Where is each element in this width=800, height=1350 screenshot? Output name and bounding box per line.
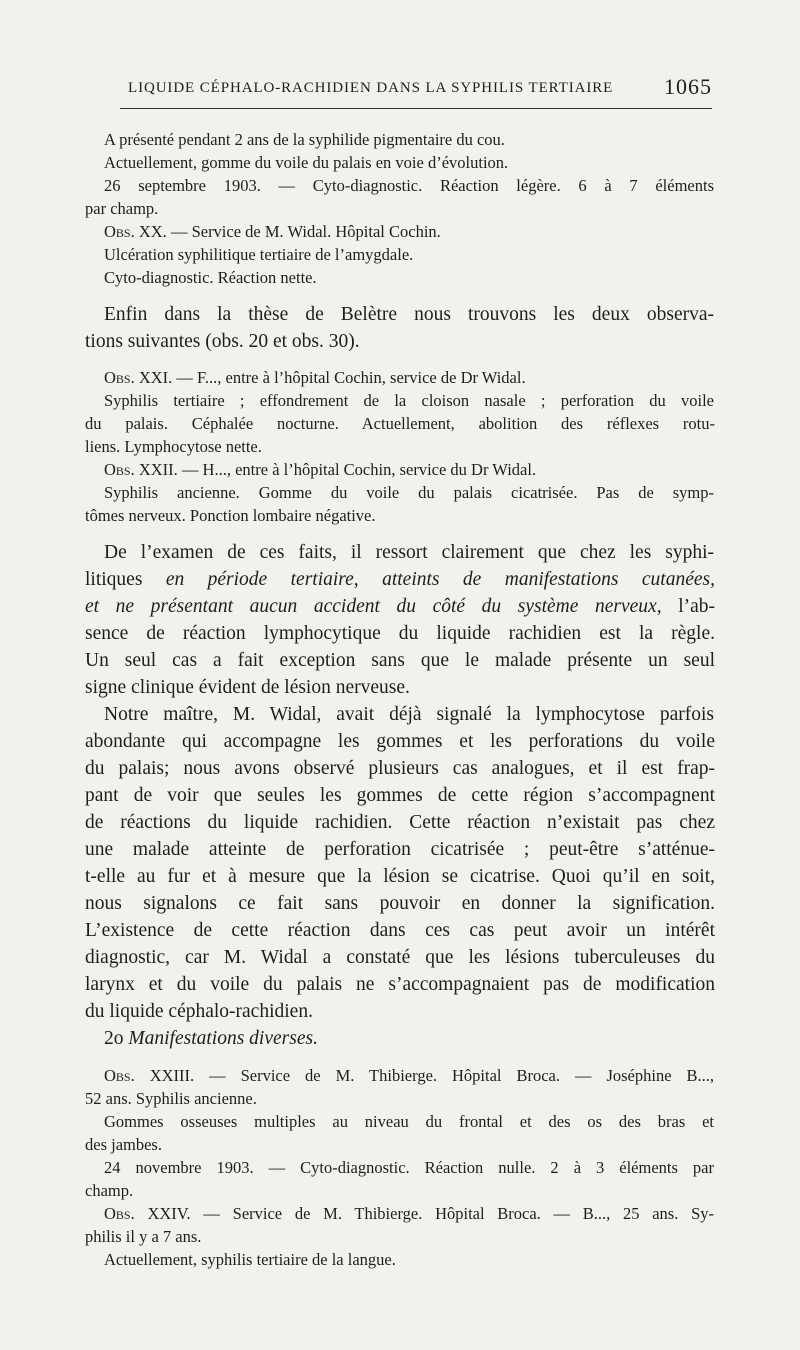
text-run: Obs. XXIII.	[104, 1066, 195, 1085]
text-run: signe clinique évident de lésion nerveuse.	[85, 677, 410, 698]
text-run: par champ.	[85, 199, 159, 218]
text-run: Obs. XXII.	[104, 460, 178, 479]
text-run: Syphilis ancienne. Gomme du voile du palais cicatrisée. Pas de symp-	[104, 483, 714, 502]
text-line	[85, 506, 715, 526]
text-run: du palais. Céphalée nocturne. Actuellement, abolition des réflexes rotu-	[85, 414, 715, 433]
text-line	[104, 1250, 714, 1270]
page-number: 1065	[664, 74, 712, 99]
text-line	[85, 596, 715, 618]
text-run: une malade atteinte de perforation cicatrisée ; peut-être s’atténue-	[85, 839, 715, 860]
text-run: tions suivantes (obs. 20 et obs. 30).	[85, 331, 360, 352]
text-line	[104, 268, 714, 288]
text-line	[85, 650, 715, 672]
text-run: sence de réaction lymphocytique du liquide rachidien est la règle.	[85, 623, 715, 644]
text-line	[85, 569, 715, 591]
text-line	[104, 1158, 714, 1178]
text-line	[85, 893, 715, 915]
text-run: 24 novembre 1903. — Cyto-diagnostic. Réaction nulle. 2 à 3 éléments par	[104, 1158, 714, 1177]
text-line	[85, 1135, 715, 1155]
text-line	[104, 153, 714, 173]
text-line	[104, 483, 714, 503]
text-line	[85, 947, 715, 969]
text-line	[104, 222, 714, 242]
text-run: litiques	[85, 569, 166, 590]
text-line	[104, 304, 714, 326]
running-title: LIQUIDE CÉPHALO-RACHIDIEN DANS LA SYPHILIS TERTIAIRE	[128, 80, 614, 96]
text-line	[85, 1001, 715, 1023]
text-line	[104, 704, 714, 726]
text-run: Enfin dans la thèse de Belètre nous trouvons les deux observa-	[104, 304, 714, 325]
text-line	[104, 542, 714, 564]
text-line	[85, 839, 715, 861]
text-run: du liquide céphalo-rachidien.	[85, 1001, 313, 1022]
text-run: Obs. XX.	[104, 222, 167, 241]
text-run: larynx et du voile du palais ne s’accompagnaient pas de modification	[85, 974, 715, 995]
text-run: L’existence de cette réaction dans ces cas peut avoir un intérêt	[85, 920, 715, 941]
text-line	[85, 758, 715, 780]
text-line	[85, 677, 715, 699]
text-run: champ.	[85, 1181, 134, 1200]
text-run: Cyto-diagnostic. Réaction nette.	[104, 268, 317, 287]
text-line	[85, 331, 715, 353]
text-run: Notre maître, M. Widal, avait déjà signalé la lymphocytose parfois	[104, 704, 714, 725]
text-run: nous signalons ce fait sans pouvoir en donner la signification.	[85, 893, 715, 914]
text-run: Obs. XXIV.	[104, 1204, 191, 1223]
text-run: de réactions du liquide rachidien. Cette réaction n’existait pas chez	[85, 812, 715, 833]
text-line	[104, 460, 714, 480]
text-run: du palais; nous avons observé plusieurs cas analogues, et il est frap-	[85, 758, 715, 779]
text-line	[85, 1181, 715, 1201]
text-run: 26 septembre 1903. — Cyto-diagnostic. Réaction légère. 6 à 7 éléments	[104, 176, 714, 195]
text-run: 52 ans. Syphilis ancienne.	[85, 1089, 257, 1108]
text-line	[104, 1112, 714, 1132]
text-run: des jambes.	[85, 1135, 162, 1154]
text-run: Actuellement, syphilis tertiaire de la langue.	[104, 1250, 396, 1269]
text-run: en période tertiaire, atteints de manifestations cutanées,	[165, 569, 715, 590]
text-line	[85, 866, 715, 888]
text-line	[85, 199, 715, 219]
text-run: Manifestations diverses.	[128, 1028, 318, 1049]
text-run: Un seul cas a fait exception sans que le malade présente un seul	[85, 650, 715, 671]
text-line	[85, 1227, 715, 1247]
text-run: Syphilis tertiaire ; effondrement de la cloison nasale ; perforation du voile	[104, 391, 714, 410]
text-line	[85, 437, 715, 457]
text-line	[85, 414, 715, 434]
text-run: liens. Lymphocytose nette.	[85, 437, 262, 456]
text-line	[85, 731, 715, 753]
text-run: De l’examen de ces faits, il ressort clairement que chez les syphi-	[104, 542, 714, 563]
text-run: pant de voir que seules les gommes de cette région s’accompagnent	[85, 785, 715, 806]
text-line	[104, 176, 714, 196]
text-run: Gommes osseuses multiples au niveau du frontal et des os des bras et	[104, 1112, 714, 1131]
text-run: tômes nerveux. Ponction lombaire négative.	[85, 506, 376, 525]
text-line	[104, 245, 714, 265]
text-run: — Service de M. Widal. Hôpital Cochin.	[166, 222, 441, 241]
text-run: Obs. XXI.	[104, 368, 173, 387]
text-line	[85, 1089, 715, 1109]
text-run: t-elle au fur et à mesure que la lésion se cicatrise. Quoi qu’il en soit,	[85, 866, 715, 887]
text-run: et ne présentant aucun accident du côté du système nerveux,	[85, 596, 662, 617]
text-line	[104, 391, 714, 411]
text-run: abondante qui accompagne les gommes et les perforations du voile	[85, 731, 715, 752]
text-line	[85, 974, 715, 996]
text-line	[104, 1204, 714, 1224]
text-run: A présenté pendant 2 ans de la syphilide pigmentaire du cou.	[104, 130, 505, 149]
text-run: — Service de M. Thibierge. Hôpital Broca. — B..., 25 ans. Sy-	[190, 1204, 714, 1223]
text-line	[85, 812, 715, 834]
text-line	[104, 130, 714, 150]
text-line	[104, 1028, 714, 1050]
running-header	[120, 74, 712, 109]
text-run: — Service de M. Thibierge. Hôpital Broca. — Joséphine B...,	[194, 1066, 714, 1085]
text-run: — H..., entre à l’hôpital Cochin, service du Dr Widal.	[177, 460, 537, 479]
text-run: l’ab-	[661, 596, 716, 617]
text-run: diagnostic, car M. Widal a constaté que les lésions tuberculeuses du	[85, 947, 715, 968]
text-line	[104, 1066, 714, 1086]
text-run: Actuellement, gomme du voile du palais en voie d’évolution.	[104, 153, 509, 172]
text-line	[104, 368, 714, 388]
text-run: 2o	[104, 1028, 129, 1049]
text-run: Ulcération syphilitique tertiaire de l’amygdale.	[104, 245, 414, 264]
text-line	[85, 785, 715, 807]
text-line	[85, 920, 715, 942]
text-run: — F..., entre à l’hôpital Cochin, service de Dr Widal.	[172, 368, 526, 387]
text-line	[85, 623, 715, 645]
text-run: philis il y a 7 ans.	[85, 1227, 202, 1246]
